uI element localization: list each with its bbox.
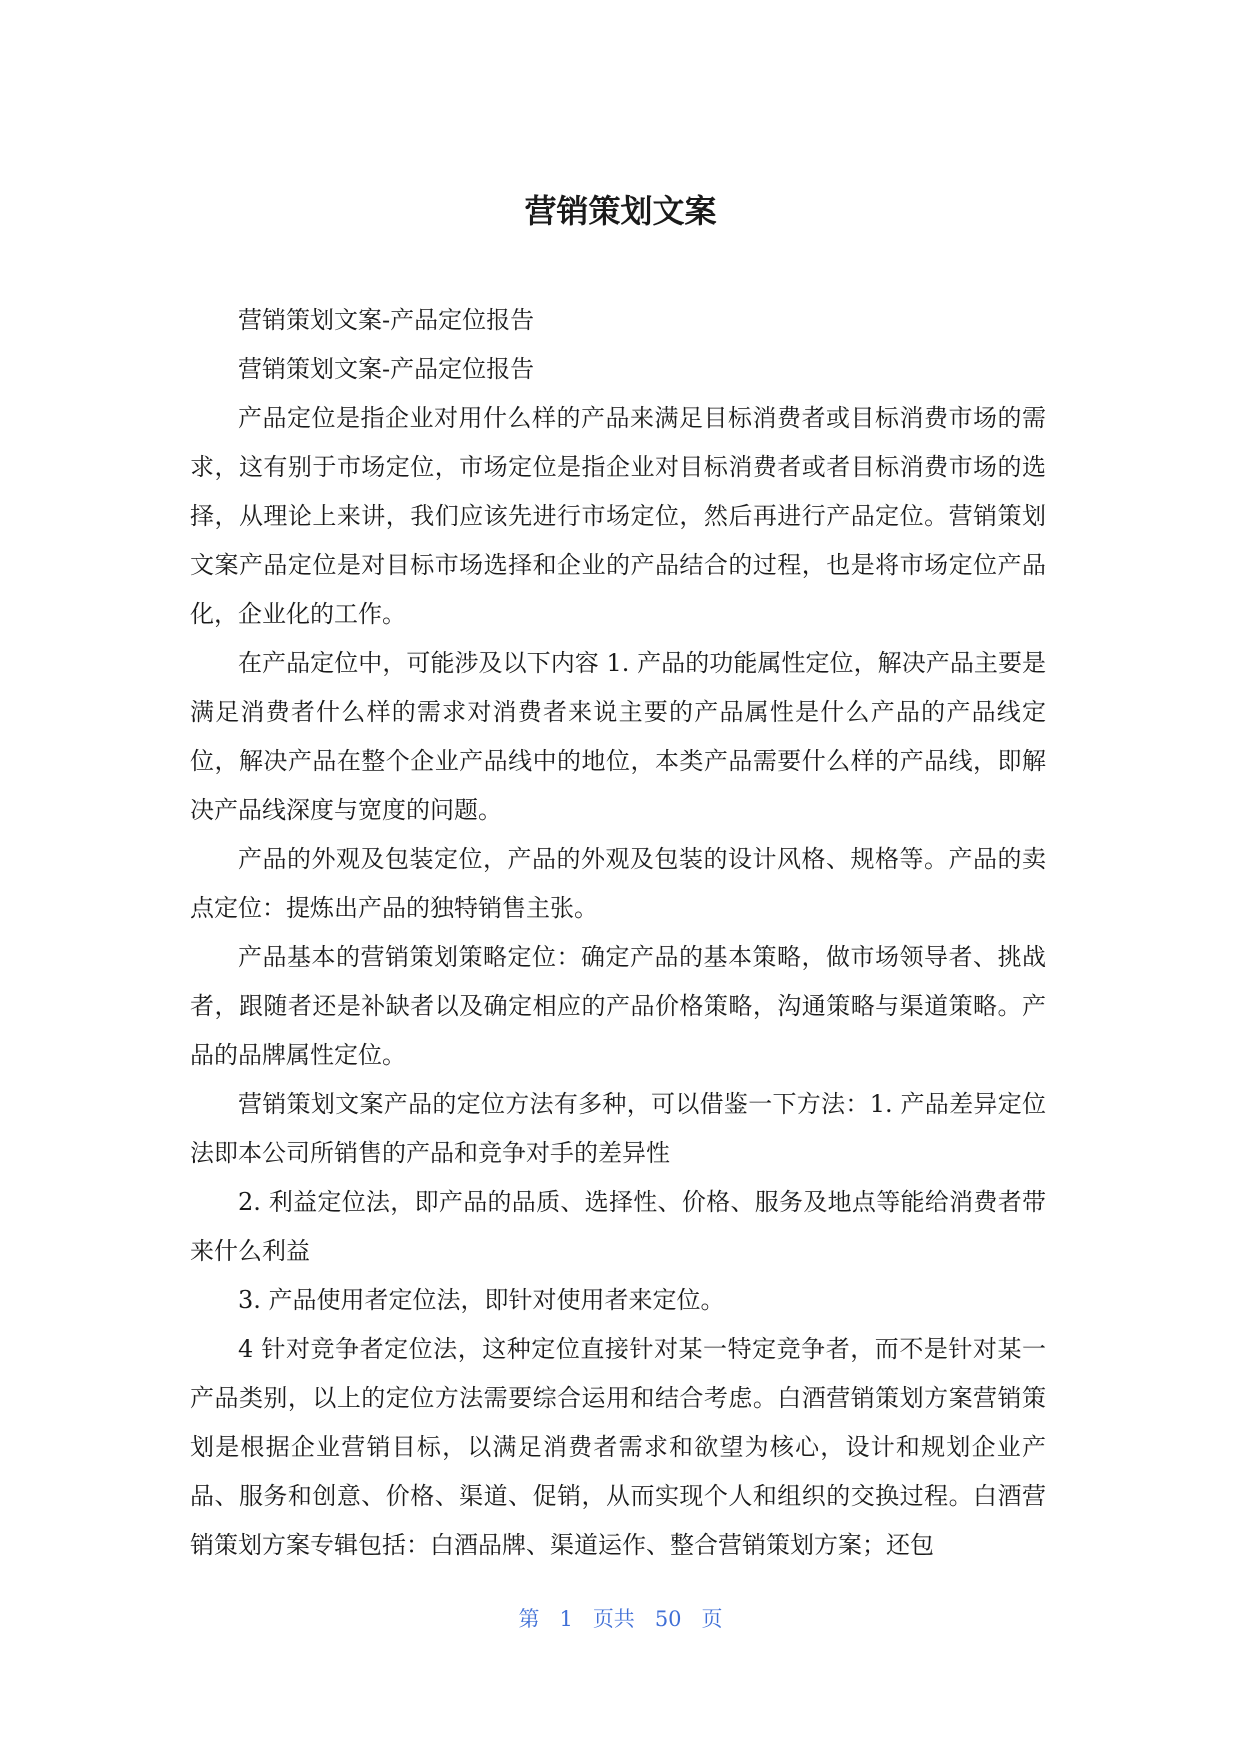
document-title: 营销策划文案 bbox=[524, 192, 717, 230]
footer-prefix: 第 bbox=[518, 1607, 540, 1631]
paragraph: 营销策划文案产品的定位方法有多种，可以借鉴一下方法：1. 产品差异定位法即本公司所销售的产品和竞争对手的差异性 bbox=[190, 1090, 1046, 1167]
document-body bbox=[190, 296, 1046, 1570]
paragraph: 营销策划文案-产品定位报告 bbox=[238, 306, 535, 334]
paragraph: 4 针对竞争者定位法，这种定位直接针对某一特定竞争者，而不是针对某一产品类别，以上的定位方法需要综合运用和结合考虑。白酒营销策划方案营销策划是根据企业营销目标，以满足消费者需求和欲望为核心，设计和规划企业产品、服务和创意、价格、渠道、促销，从而实现个人和组织的交换过程。白酒营销策划方案专辑包括：白酒品牌、渠道运作、整合营销策划方案；还包 bbox=[190, 1335, 1046, 1559]
total-page-count: 50 bbox=[654, 1607, 682, 1631]
page-footer bbox=[0, 1604, 1241, 1634]
paragraph: 营销策划文案-产品定位报告 bbox=[238, 355, 535, 383]
paragraph: 产品定位是指企业对用什么样的产品来满足目标消费者或目标消费市场的需求，这有别于市场定位，市场定位是指企业对目标消费者或者目标消费市场的选择，从理论上来讲，我们应该先进行市场定位，然后再进行产品定位。营销策划文案产品定位是对目标市场选择和企业的产品结合的过程，也是将市场定位产品化，企业化的工作。 bbox=[190, 404, 1046, 628]
paragraph: 3. 产品使用者定位法，即针对使用者来定位。 bbox=[238, 1286, 725, 1314]
footer-suffix: 页 bbox=[701, 1607, 723, 1631]
paragraph: 2. 利益定位法，即产品的品质、选择性、价格、服务及地点等能给消费者带来什么利益 bbox=[190, 1188, 1046, 1265]
current-page-number: 1 bbox=[559, 1607, 573, 1631]
paragraph: 产品基本的营销策划策略定位：确定产品的基本策略，做市场领导者、挑战者，跟随者还是补缺者以及确定相应的产品价格策略，沟通策略与渠道策略。产品的品牌属性定位。 bbox=[190, 943, 1046, 1069]
paragraph: 产品的外观及包装定位，产品的外观及包装的设计风格、规格等。产品的卖点定位：提炼出产品的独特销售主张。 bbox=[190, 845, 1046, 922]
paragraph: 在产品定位中，可能涉及以下内容 1. 产品的功能属性定位，解决产品主要是满足消费者什么样的需求对消费者来说主要的产品属性是什么产品的产品线定位，解决产品在整个企业产品线中的地位，本类产品需要什么样的产品线，即解决产品线深度与宽度的问题。 bbox=[190, 649, 1046, 824]
footer-middle: 页共 bbox=[592, 1607, 635, 1631]
